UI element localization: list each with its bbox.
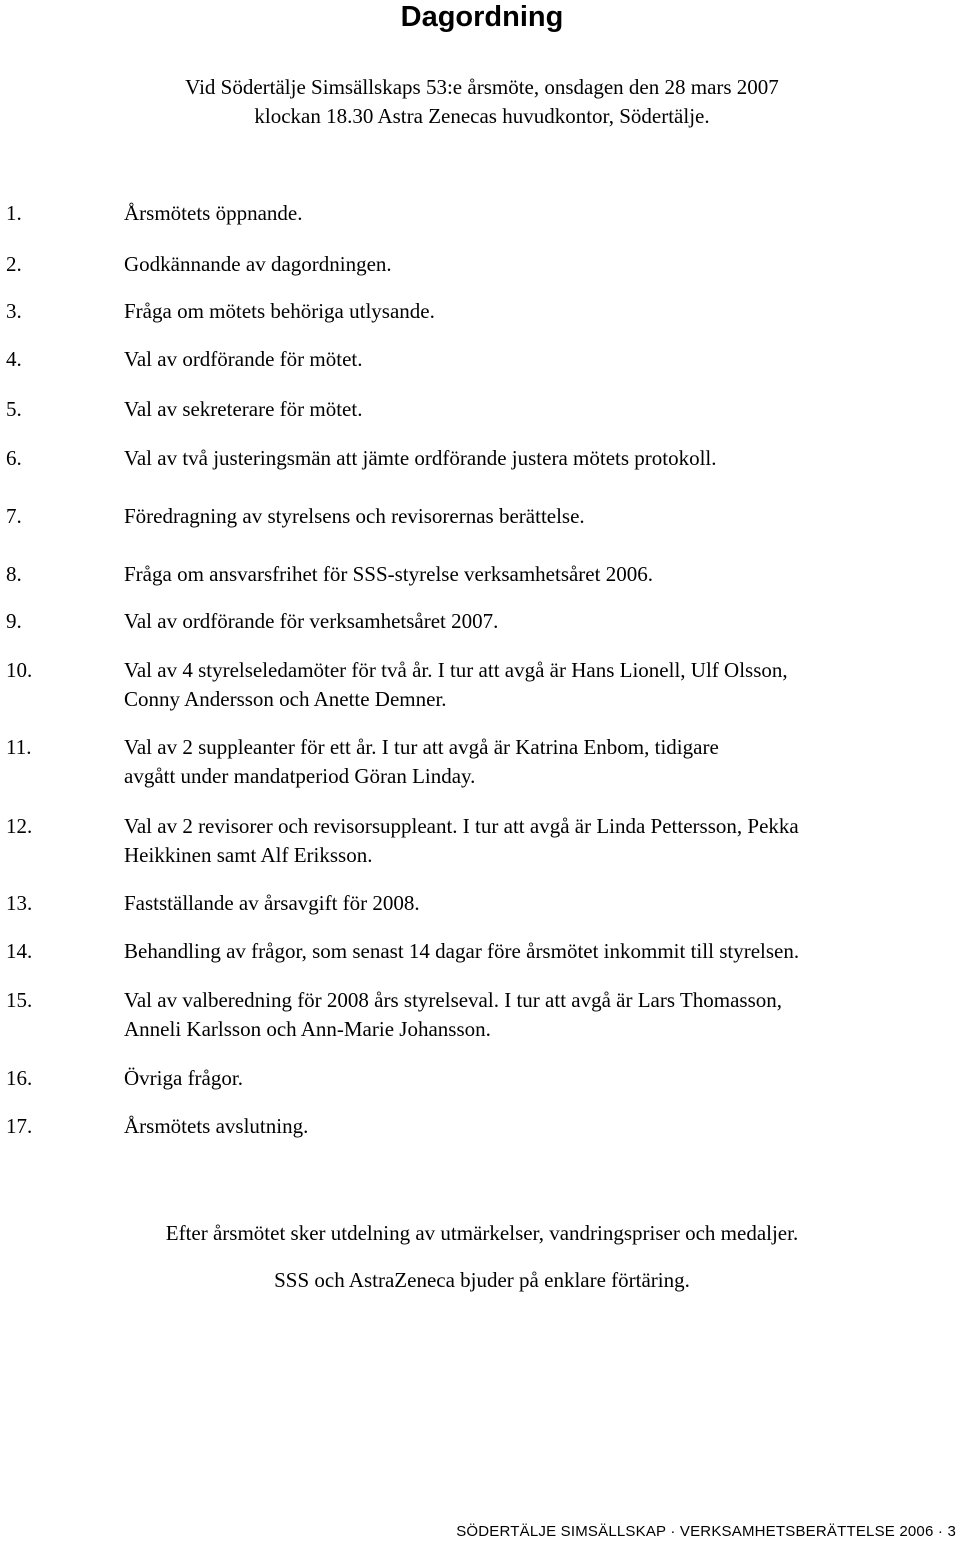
agenda-item-text [124,199,302,228]
agenda-item-line: Årsmötets öppnande. [124,201,303,225]
agenda-item-text [124,733,719,791]
agenda-item-text [124,656,788,714]
agenda-item-number: 17. [6,1114,33,1138]
refreshment-note: SSS och AstraZeneca bjuder på enklare förtäring. [274,1268,690,1292]
agenda-item-number: 16. [6,1066,33,1090]
agenda-item-line: Fråga om ansvarsfrihet för SSS-styrelse verksamhetsåret 2006. [124,562,653,586]
agenda-item-text [124,812,799,870]
agenda-item-number: 5. [6,397,22,421]
agenda-item-text [124,889,420,918]
agenda-item-text [124,395,362,424]
agenda-item-line: Fastställande av årsavgift för 2008. [124,891,420,915]
agenda-item-line: Val av 2 revisorer och revisorsuppleant. I tur att avgå är Linda Pettersson, Pekka [124,814,799,838]
agenda-item-number: 3. [6,299,22,323]
agenda-item-text [124,297,435,326]
agenda-item-number: 4. [6,347,22,371]
agenda-item-number: 12. [6,814,33,838]
closing-note: Efter årsmötet sker utdelning av utmärkelser, vandringspriser och medaljer. [165,1221,799,1245]
agenda-item-number: 2. [6,252,22,276]
agenda-item-text [124,986,782,1044]
agenda-item-line: Val av två justeringsmän att jämte ordförande justera mötets protokoll. [124,446,717,470]
agenda-item-number: 11. [6,735,32,759]
agenda-item-line: Val av ordförande för verksamhetsåret 2007. [124,609,499,633]
agenda-item-line: Godkännande av dagordningen. [124,252,392,276]
agenda-item-text [124,937,799,966]
agenda-item-number: 8. [6,562,22,586]
agenda-item-text [124,1064,243,1093]
agenda-item-number: 15. [6,988,33,1012]
agenda-item-text [124,1112,308,1141]
agenda-item-line: Val av valberedning för 2008 års styrelseval. I tur att avgå är Lars Thomasson, [124,988,782,1012]
agenda-item-line: Val av 2 suppleanter för ett år. I tur att avgå är Katrina Enbom, tidigare [124,735,719,759]
agenda-item-line: Föredragning av styrelsens och revisorernas berättelse. [124,504,585,528]
agenda-item-line: Val av ordförande för mötet. [124,347,363,371]
agenda-item-line: Val av 4 styrelseledamöter för två år. I tur att avgå är Hans Lionell, Ulf Olsson, [124,658,788,682]
intro-line-2: klockan 18.30 Astra Zenecas huvudkontor, Södertälje. [254,104,710,128]
agenda-item-number: 13. [6,891,33,915]
agenda-item-line: Årsmötets avslutning. [124,1114,309,1138]
agenda-item-text [124,560,653,589]
agenda-item-number: 10. [6,658,33,682]
agenda-item-text [124,607,498,636]
agenda-item-line: Conny Andersson och Anette Demner. [124,687,447,711]
agenda-item-number: 9. [6,609,22,633]
agenda-item-line: Fråga om mötets behöriga utlysande. [124,299,435,323]
agenda-item-line: Anneli Karlsson och Ann-Marie Johansson. [124,1017,491,1041]
agenda-item-line: Behandling av frågor, som senast 14 dagar före årsmötet inkommit till styrelsen. [124,939,800,963]
agenda-item-number: 1. [6,201,22,225]
agenda-item-line: Val av sekreterare för mötet. [124,397,363,421]
agenda-item-number: 6. [6,446,22,470]
page-footer: SÖDERTÄLJE SIMSÄLLSKAP · VERKSAMHETSBERÄTTELSE 2006 · 3 [456,1523,956,1540]
agenda-item-line: Heikkinen samt Alf Eriksson. [124,843,373,867]
agenda-item-number: 7. [6,504,22,528]
agenda-item-line: avgått under mandatperiod Göran Linday. [124,764,476,788]
agenda-item-text [124,250,392,279]
agenda-item-line: Övriga frågor. [124,1066,243,1090]
intro-line-1: Vid Södertälje Simsällskaps 53:e årsmöte, onsdagen den 28 mars 2007 [185,75,779,99]
agenda-item-text [124,502,585,531]
page-title: Dagordning [400,1,564,33]
agenda-item-number: 14. [6,939,33,963]
agenda-item-text [124,444,717,473]
agenda-item-text [124,345,363,374]
